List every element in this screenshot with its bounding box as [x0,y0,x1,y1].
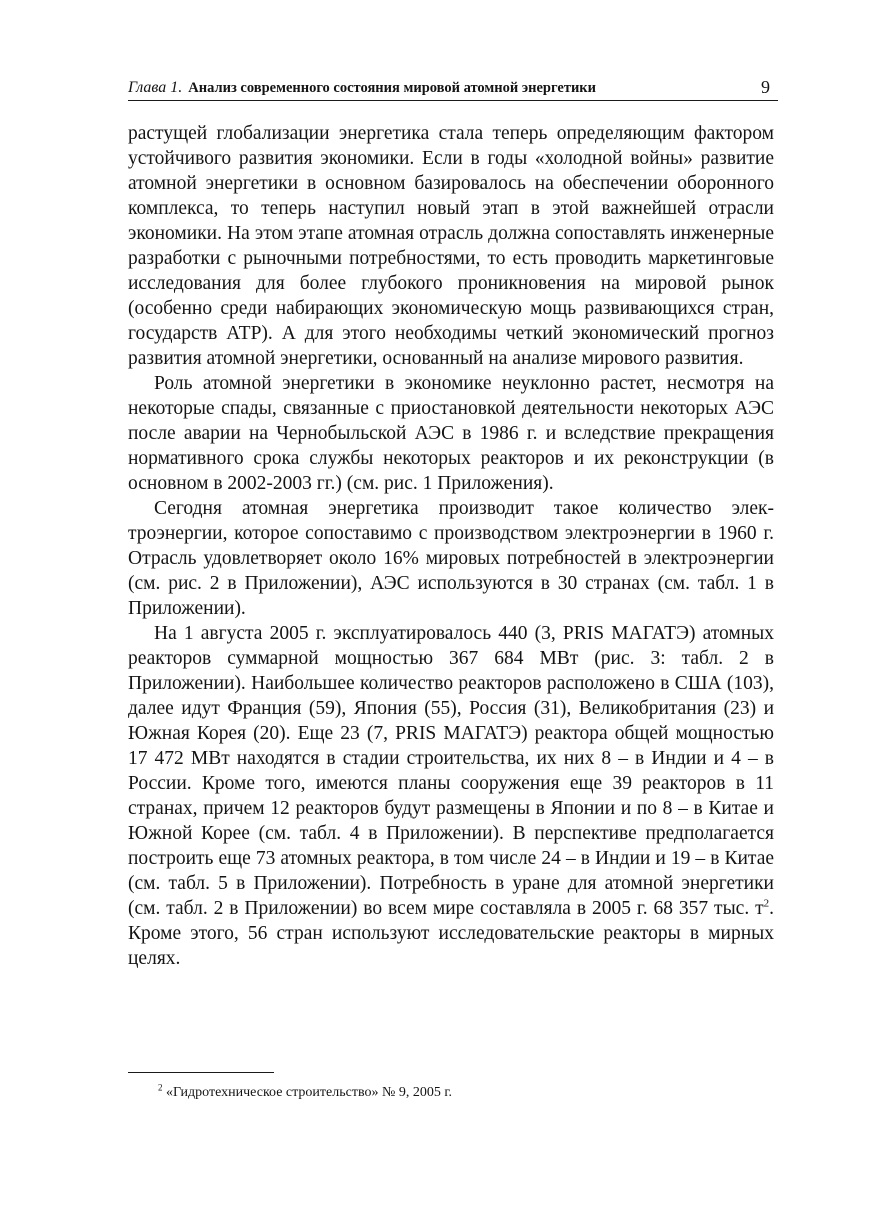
chapter-number: Глава 1. [128,79,183,96]
paragraph-4-tail: . Кроме этого, 56 стран используют исследовательские реакторы в мирных целях. [128,898,774,969]
footnote-text: «Гидротехническое строительство» № 9, 2005 г. [166,1085,452,1100]
chapter-title: Анализ современного состояния мировой атомной энергетики [188,80,597,96]
paragraph-4-main: На 1 августа 2005 г. эксплуатировалось 440 (3, PRIS МАГАТЭ) атомных реакторов суммарной мощностью 367 684 МВт (рис. 3: табл. 2 в Приложении). Наибольшее количество реакторов расположено в США (103), далее идут Франция (59), Япония (55), Россия (31), Великобритания (23) и Южная Корея (20). Еще 23 (7, PRIS МАГАТЭ) реактора общей мощностью 17 472 МВт находятся в стадии строительства, их них 8 – в Индии и 4 – в России. Кроме того, имеются планы сооружения еще 39 реакторов в 11 странах, причем 12 реакторов будут размещены в Японии и по 8 – в Китае и Южной Корее (см. табл. 4 в Приложении). В перспективе предполагается построить еще 73 атомных реактора, в том числе 24 – в Индии и 19 – в Китае (см. табл. 5 в Приложении). Потребность в уране для атомной энергетики (см. табл. 2 в Приложении) во всем мире составляла в 2005 г. 68 357 тыс. т [128,623,774,919]
chapter-heading [128,78,596,98]
paragraph-4 [128,621,774,971]
paragraph-3: Сегодня атомная энергетика производит такое количество электроэнергии, которое сопоставимо с производством электроэнергии в 1960 г. Отрасль удовлетворяет около 16% мировых потребностей в электроэнергии (см. рис. 2 в Приложении), АЭС используются в 30 странах (см. табл. 1 в Приложении). [128,498,774,619]
footnote [158,1084,758,1102]
footnote-reference: 2 [763,897,770,910]
paragraph-1: растущей глобализации энергетика стала теперь определяющим фактором устойчивого развития экономики. Если в годы «холодной войны» развитие атомной энергетики в основном базировалось на обеспечении оборонного комплекса, то теперь наступил новый этап в этой важнейшей отрасли экономики. На этом этапе атомная отрасль должна сопоставлять инженерные разработки с рыночными потребностями, то есть проводить маркетинговые исследования для более глубокого проникновения на мировой рынок (особенно среди набирающих экономическую мощь развивающихся стран, государств АТР). А для этого необходимы четкий экономический прогноз развития атомной энергетики, основанный на анализе мирового развития. [128,123,774,369]
footnote-divider [128,1072,274,1073]
page-number: 9 [761,77,770,97]
running-header [128,78,778,101]
paragraph-2: Роль атомной энергетики в экономике неуклонно растет, несмотря на некоторые спады, связанные с приостановкой деятельности некоторых АЭС после аварии на Чернобыльской АЭС в 1986 г. и вследствие прекращения нормативного срока службы некоторых реакторов и их реконструкции (в основном в 2002-2003 гг.) (см. рис. 1 Приложения). [128,373,774,494]
footnote-marker: 2 [158,1082,163,1093]
body-text [128,121,774,971]
